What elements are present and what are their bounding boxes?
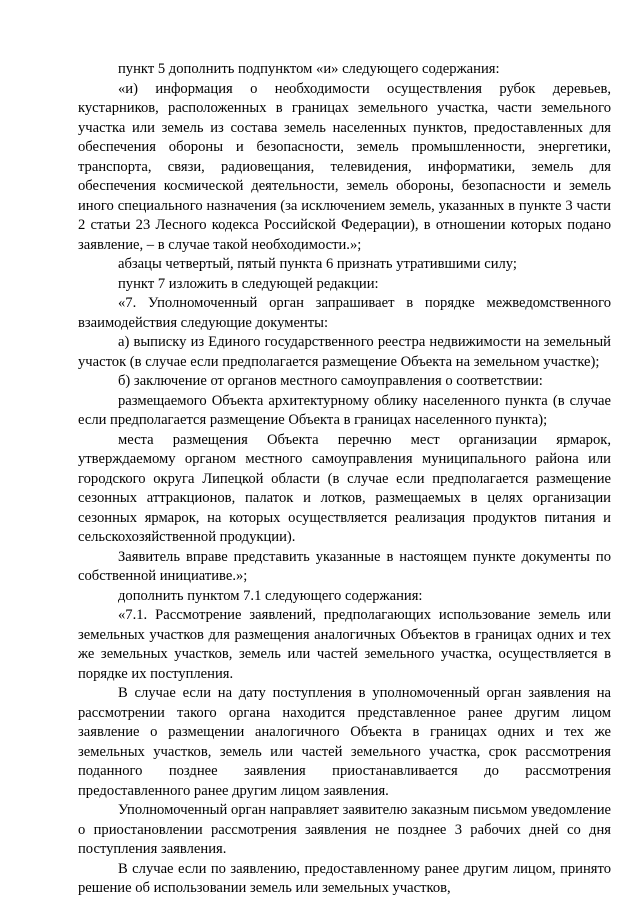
paragraph-item-7-intro: пункт 7 изложить в следующей редакции: xyxy=(118,275,379,292)
paragraph-prior-decision: В случае если по заявлению, предоставленному ранее другим лицом, принято решение об использовании земель или земельных участков, xyxy=(78,860,611,896)
paragraph-subitem-b: б) заключение от органов местного самоуправления о соответствии: xyxy=(118,373,543,389)
paragraph-architecture: размещаемого Объекта архитектурному облику населенного пункта (в случае если предполагается размещение Объекта в границах населенного пункта); xyxy=(78,392,611,428)
paragraph-subitem-a: а) выписку из Единого государственного реестра недвижимости на земельный участок (в случае если предполагается размещение Объекта на земельном участке); xyxy=(78,334,611,370)
paragraph-applicant-initiative: Заявитель вправе представить указанные в настоящем пункте документы по собственной инициативе.»; xyxy=(78,548,611,584)
paragraph-fair-locations: места размещения Объекта перечню мест организации ярмарок, утверждаемому органом местного самоуправления муниципального района или городского округа Липецкой области (в случае если предполагается размещение сезонных аттракционов, палаток и лотков, размещаемых в целях организации сезонных ярмарок, на которых осуществляется реализация продуктов питания и сельскохозяйственной продукции). xyxy=(78,431,611,545)
paragraph-item-6-repeal: абзацы четвертый, пятый пункта 6 признать утратившими силу; xyxy=(118,256,517,272)
paragraph-item-5-i: пункт 5 дополнить подпунктом «и» следующего содержания: xyxy=(118,61,500,77)
paragraph-item-i-text: «и) информация о необходимости осуществления рубок деревьев, кустарников, расположенных в границах земельного участка, части земельного участка или земель из состава земель населенных пунктов, предоставленных для обеспечения обороны и безопасности, земель промышленности, энергетики, транспорта, связи, радиовещания, телевидения, информатики, земель для обеспечения космической деятельности, земель обороны, безопасности и земель иного специального назначения (за исключением земель, указанных в пункте 3 части 2 статьи 23 Лесного кодекса Российской Федерации), в отношении которых подано заявление, – в случае такой необходимости.»; xyxy=(78,80,611,253)
document-body xyxy=(78,60,611,899)
paragraph-item-7-text: «7. Уполномоченный орган запрашивает в порядке межведомственного взаимодействия следующие документы: xyxy=(78,295,611,331)
paragraph-notification: Уполномоченный орган направляет заявителю заказным письмом уведомление о приостановлении рассмотрения заявления не позднее 3 рабочих дней со дня поступления заявления. xyxy=(78,802,611,857)
paragraph-item-7-1-text: «7.1. Рассмотрение заявлений, предполагающих использование земель или земельных участков для размещения аналогичных Объектов в границах одних и тех же земельных участков, земель или частей земельного участка, осуществляется в порядке их поступления. xyxy=(78,607,611,682)
paragraph-suspension: В случае если на дату поступления в уполномоченный орган заявления на рассмотрении такого органа находится представленное ранее другим лицом заявление о размещении аналогичного Объекта в границах одних и тех же земельных участков, земель или частей земельного участка, срок рассмотрения поданного позднее заявления приостанавливается до рассмотрения предоставленного ранее другим лицом заявления. xyxy=(78,685,611,799)
paragraph-item-7-1-intro: дополнить пунктом 7.1 следующего содержания: xyxy=(118,587,423,604)
